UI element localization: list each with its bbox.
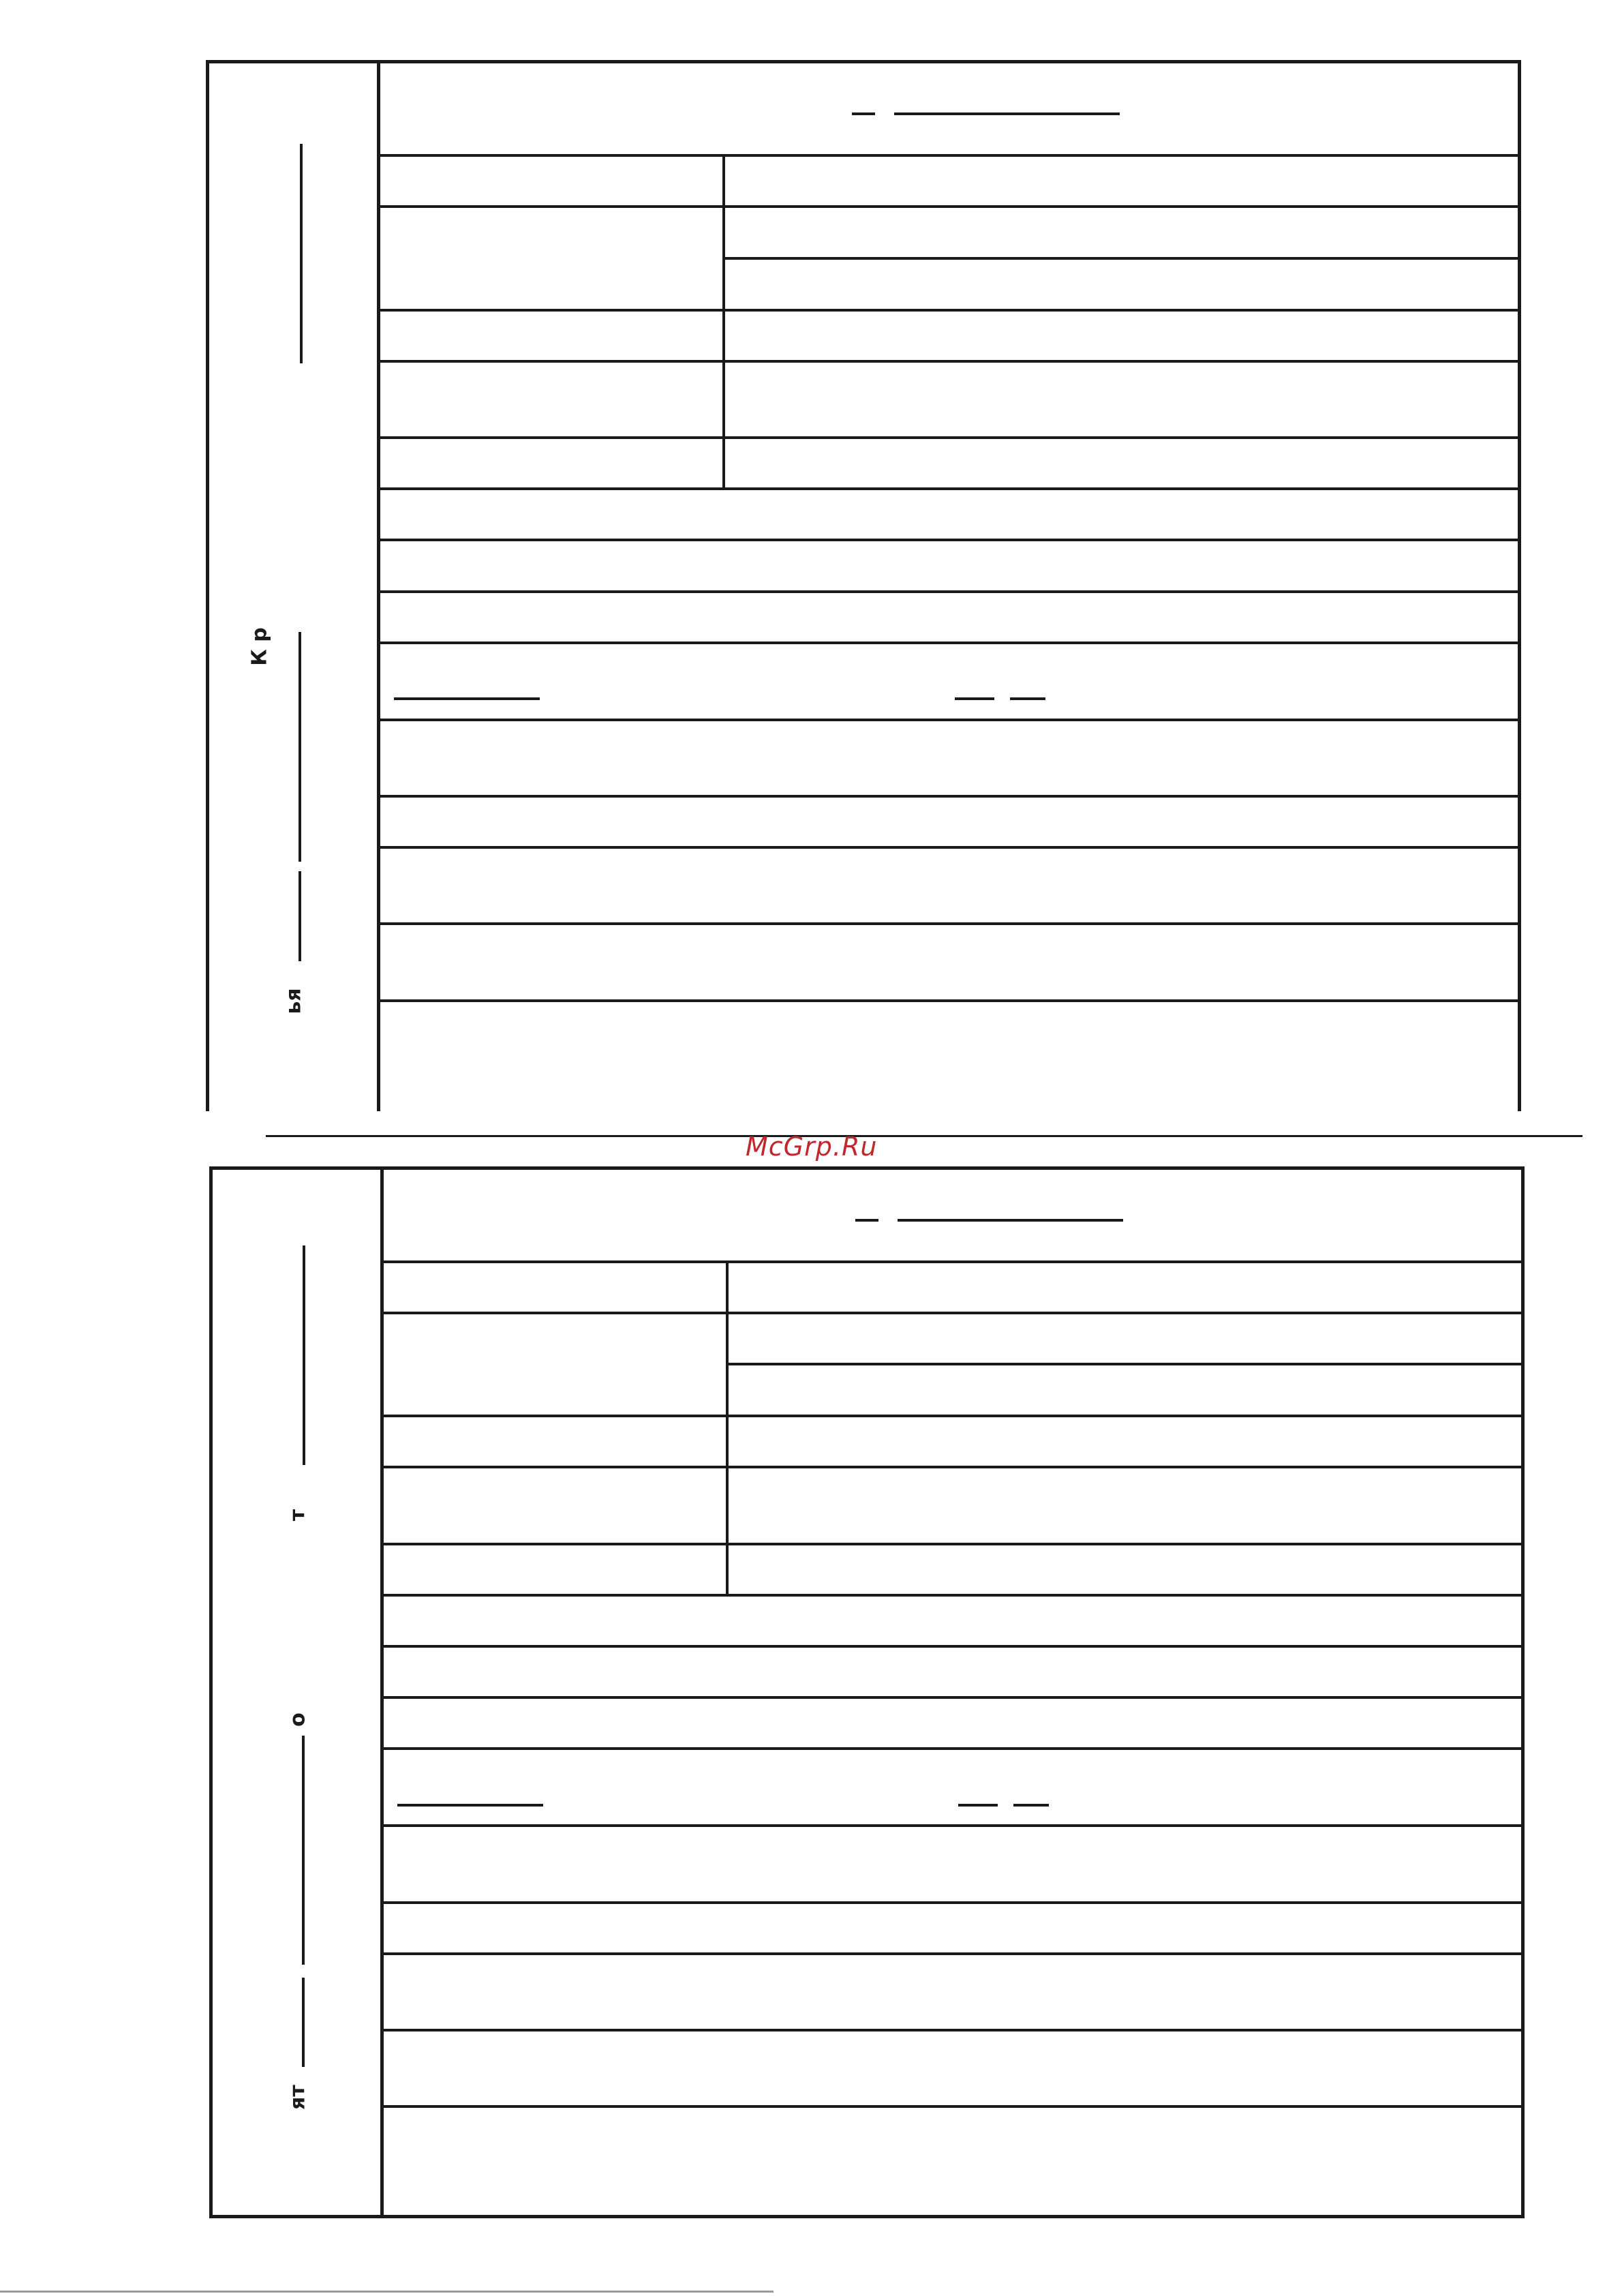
form-field-row bbox=[384, 1468, 1521, 1545]
header-line bbox=[894, 112, 1120, 115]
date-line bbox=[958, 1804, 998, 1807]
signature-line bbox=[397, 1804, 543, 1807]
spine-signature-line bbox=[299, 871, 301, 961]
spine-label: ят bbox=[286, 2085, 310, 2110]
form-field-row bbox=[380, 312, 1518, 363]
form-row bbox=[384, 1904, 1521, 1955]
form-row bbox=[384, 1827, 1521, 1904]
cut-line bbox=[266, 1135, 1582, 1137]
spine-label: К р bbox=[247, 627, 272, 666]
form-field-row bbox=[380, 208, 1518, 312]
form-row bbox=[384, 2031, 1521, 2108]
form-field-row bbox=[384, 1417, 1521, 1468]
form-signature-row bbox=[380, 644, 1518, 721]
watermark: McGrp.Ru bbox=[746, 1132, 878, 1162]
form-row bbox=[380, 925, 1518, 1002]
form-row bbox=[384, 1648, 1521, 1699]
signature-line bbox=[394, 697, 540, 700]
header-line bbox=[855, 1219, 878, 1222]
form-body bbox=[384, 1170, 1521, 2215]
form-body bbox=[380, 63, 1518, 1111]
form-row bbox=[380, 541, 1518, 593]
page-bottom-rule bbox=[0, 2291, 774, 2293]
spine-signature-line bbox=[299, 632, 301, 862]
spine-label: о bbox=[286, 1712, 310, 1727]
form-row bbox=[380, 593, 1518, 644]
form-row bbox=[380, 490, 1518, 541]
form-spine bbox=[209, 63, 380, 1111]
form-row bbox=[380, 849, 1518, 925]
form-row bbox=[384, 1597, 1521, 1648]
form-field-row bbox=[380, 363, 1518, 439]
date-line bbox=[1013, 1804, 1049, 1807]
form-header-row bbox=[384, 1170, 1521, 1263]
spine-label: ья bbox=[281, 988, 306, 1014]
form-spine bbox=[213, 1170, 384, 2215]
form-signature-row bbox=[384, 1750, 1521, 1827]
form-header-row bbox=[380, 63, 1518, 157]
form-row bbox=[384, 1955, 1521, 2031]
form-row bbox=[380, 721, 1518, 798]
spine-label: т bbox=[286, 1509, 310, 1522]
coupon-form-top bbox=[206, 60, 1521, 1111]
form-field-row bbox=[384, 1263, 1521, 1314]
spine-signature-line bbox=[300, 144, 303, 363]
form-field-row bbox=[384, 1545, 1521, 1597]
form-field-row bbox=[380, 157, 1518, 208]
form-field-row bbox=[380, 439, 1518, 490]
header-line bbox=[852, 112, 875, 115]
spine-signature-line bbox=[302, 1978, 305, 2067]
header-line bbox=[898, 1219, 1123, 1222]
date-line bbox=[955, 697, 994, 700]
date-line bbox=[1010, 697, 1045, 700]
form-field-row bbox=[384, 1314, 1521, 1417]
coupon-form-bottom bbox=[209, 1166, 1525, 2218]
form-row bbox=[380, 798, 1518, 849]
spine-signature-line bbox=[302, 1736, 305, 1965]
spine-signature-line bbox=[303, 1245, 305, 1465]
form-row bbox=[384, 1699, 1521, 1750]
